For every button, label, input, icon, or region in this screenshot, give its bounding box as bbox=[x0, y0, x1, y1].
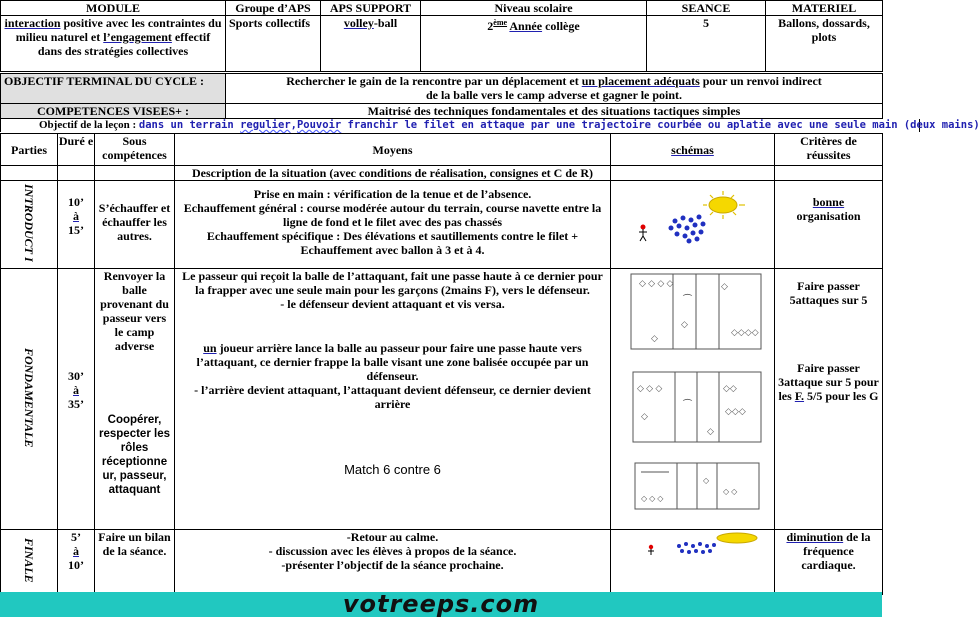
description-header: Description de la situation (avec conditions de réalisation, consignes et C de R) bbox=[175, 166, 611, 181]
schema-finale bbox=[611, 530, 775, 595]
sun-icon bbox=[703, 191, 745, 219]
partie-fondamentale: FONDAMENTALE bbox=[1, 269, 58, 530]
svg-text:◇ ◇ ◇ ◇: ◇ ◇ ◇ ◇ bbox=[639, 278, 674, 288]
moyen-retour-calme: -Retour au calme. bbox=[346, 530, 439, 544]
sous-renvoyer: Renvoyer la balle provenant du passeur vers le camp adverse bbox=[100, 269, 169, 353]
sous-fondamentale bbox=[95, 269, 175, 530]
module-text: interaction positive avec les contraintes du milieu naturel et l’engagement effectif dans des stratégies collectives bbox=[1, 16, 226, 72]
moyen-echauffement-specifique: Echauffement spécifique : Des élévations et sautillements contre le filet + Echauffement avec ballon à 3 et à 4. bbox=[206, 229, 579, 257]
schema-introduction bbox=[611, 181, 775, 269]
col-moyens: Moyens bbox=[175, 134, 611, 166]
duree-fondamentale: 30’ à 35’ bbox=[58, 269, 95, 530]
moyen-prise-en-main: Prise en main : vérification de la tenue et de l’absence. bbox=[253, 187, 532, 201]
critere-introduction: bonne organisation bbox=[775, 181, 883, 269]
moyen-rotation-1: - le défenseur devient attaquant et vis versa. bbox=[280, 297, 505, 311]
info-table bbox=[0, 0, 883, 72]
moyen-discussion: - discussion avec les élèves à propos de la séance. bbox=[268, 544, 517, 558]
sous-finale: Faire un bilan de la séance. bbox=[95, 530, 175, 595]
critere-fondamentale bbox=[775, 269, 883, 530]
moyen-objectif-prochain: -présenter l’objectif de la séance prochaine. bbox=[281, 558, 504, 572]
niveau-value: 2ème Année collège bbox=[421, 16, 647, 72]
critere-3-attaques: Faire passer 3attaque sur 5 pour les F. 5/5 pour les G bbox=[778, 361, 879, 403]
warmup-diagram bbox=[611, 181, 775, 268]
col-parties: Parties bbox=[1, 134, 58, 166]
svg-text:◇: ◇ bbox=[721, 281, 728, 291]
moyen-echauffement-general: Echauffement général : course modérée autour du terrain, course navette entre la ligne de fond et le filet avec des pas chassés bbox=[183, 201, 602, 229]
header-niveau: Niveau scolaire bbox=[421, 1, 647, 16]
lesson-table bbox=[0, 133, 883, 595]
seance-value: 5 bbox=[647, 16, 766, 72]
col-schemas: schémas bbox=[611, 134, 775, 166]
sous-introduction: S’échauffer et échauffer les autres. bbox=[95, 181, 175, 269]
objectif-lecon: Objectif de la leçon : dans un terrain regulier,Pouvoir franchir le filet en attaque par une trajectoire courbée ou aplatie avec une seule main (deux mains) bbox=[0, 119, 920, 132]
critere-finale: diminution de la fréquence cardiaque. bbox=[775, 530, 883, 595]
svg-text:◇ ◇ ◇: ◇ ◇ ◇ bbox=[641, 494, 664, 503]
partie-introduction: INTRODUCT I bbox=[1, 181, 58, 269]
aps-value: volley-ball bbox=[321, 16, 421, 72]
schema-fondamentale bbox=[611, 269, 775, 530]
competences-label: COMPETENCES VISEES+ : bbox=[1, 104, 226, 119]
footer-site-name: votreeps.com bbox=[342, 590, 540, 618]
col-sous-competences: Sous compétences bbox=[95, 134, 175, 166]
svg-text:◇ ◇ ◇: ◇ ◇ ◇ bbox=[637, 383, 663, 393]
teacher-icon bbox=[639, 225, 647, 242]
svg-text:◇: ◇ bbox=[641, 411, 648, 421]
duree-introduction: 10’ à 15’ bbox=[58, 181, 95, 269]
duree-finale: 5’ à 10’ bbox=[58, 530, 95, 595]
objectif-terminal-label: OBJECTIF TERMINAL DU CYCLE : bbox=[1, 74, 226, 104]
sous-cooperer: Coopérer, respecter les rôles réceptionne ur, passeur, attaquant bbox=[99, 414, 170, 496]
students-icon bbox=[677, 542, 716, 554]
moyens-fondamentale bbox=[175, 269, 611, 530]
court-diagram-3 bbox=[635, 463, 759, 509]
objectif-terminal-text: Rechercher le gain de la rencontre par un déplacement et un placement adéquats pour un renvoi indirect de la balle vers le camp adverse et gagner le point. bbox=[226, 74, 883, 104]
materiel-value: Ballons, dossards, plots bbox=[766, 16, 883, 72]
svg-text:◇◇◇◇: ◇◇◇◇ bbox=[731, 327, 759, 337]
header-materiel: MATERIEL bbox=[766, 1, 883, 16]
moyens-introduction bbox=[175, 181, 611, 269]
groupe-value: Sports collectifs bbox=[226, 16, 321, 72]
moyen-joueur-arriere: un joueur arrière lance la balle au passeur pour faire une passe haute vers l’attaquant, ce dernier frappe la balle visant une zone balisée occupée par un défenseur. bbox=[196, 341, 589, 383]
svg-text:⌒: ⌒ bbox=[683, 399, 693, 409]
moyen-rotation-2: - l’arrière devient attaquant, l’attaquant devient défenseur, ce dernier devient arrière bbox=[194, 383, 591, 411]
moyen-match: Match 6 contre 6 bbox=[344, 462, 441, 477]
header-module: MODULE bbox=[1, 1, 226, 16]
header-seance: SEANCE bbox=[647, 1, 766, 16]
court-diagram-2 bbox=[633, 372, 761, 442]
svg-text:◇ ◇: ◇ ◇ bbox=[723, 487, 738, 496]
svg-text:⌒: ⌒ bbox=[683, 294, 693, 304]
court-diagram-1 bbox=[631, 274, 761, 349]
cooldown-diagram bbox=[611, 530, 775, 594]
svg-text:◇: ◇ bbox=[651, 333, 658, 343]
moyens-finale bbox=[175, 530, 611, 595]
competences-text: Maitrisé des techniques fondamentales et des situations tactiques simples bbox=[226, 104, 883, 119]
critere-5-attaques: Faire passer 5attaques sur 5 bbox=[789, 279, 868, 307]
col-duree: Duré e bbox=[58, 134, 95, 166]
moyen-passeur: Le passeur qui reçoit la balle de l’attaquant, fait une passe haute à ce dernier pour la frapper avec une seule main pour les garçons (2mains F), vers le défenseur. bbox=[182, 269, 603, 297]
students-icon bbox=[669, 215, 706, 244]
svg-text:◇: ◇ bbox=[703, 476, 710, 485]
svg-text:◇: ◇ bbox=[681, 319, 688, 329]
svg-text:◇◇◇: ◇◇◇ bbox=[725, 406, 746, 416]
svg-text:◇◇: ◇◇ bbox=[723, 383, 737, 393]
footer-banner bbox=[0, 592, 882, 617]
teacher-icon bbox=[648, 545, 654, 555]
col-criteres: Critères de réussites bbox=[775, 134, 883, 166]
partie-finale: FINALE bbox=[1, 530, 58, 595]
svg-text:◇: ◇ bbox=[707, 426, 714, 436]
header-groupe: Groupe d’APS bbox=[226, 1, 321, 16]
objectives-table bbox=[0, 73, 883, 119]
header-aps: APS SUPPORT bbox=[321, 1, 421, 16]
sun-icon bbox=[717, 533, 757, 543]
court-diagrams bbox=[611, 269, 775, 529]
